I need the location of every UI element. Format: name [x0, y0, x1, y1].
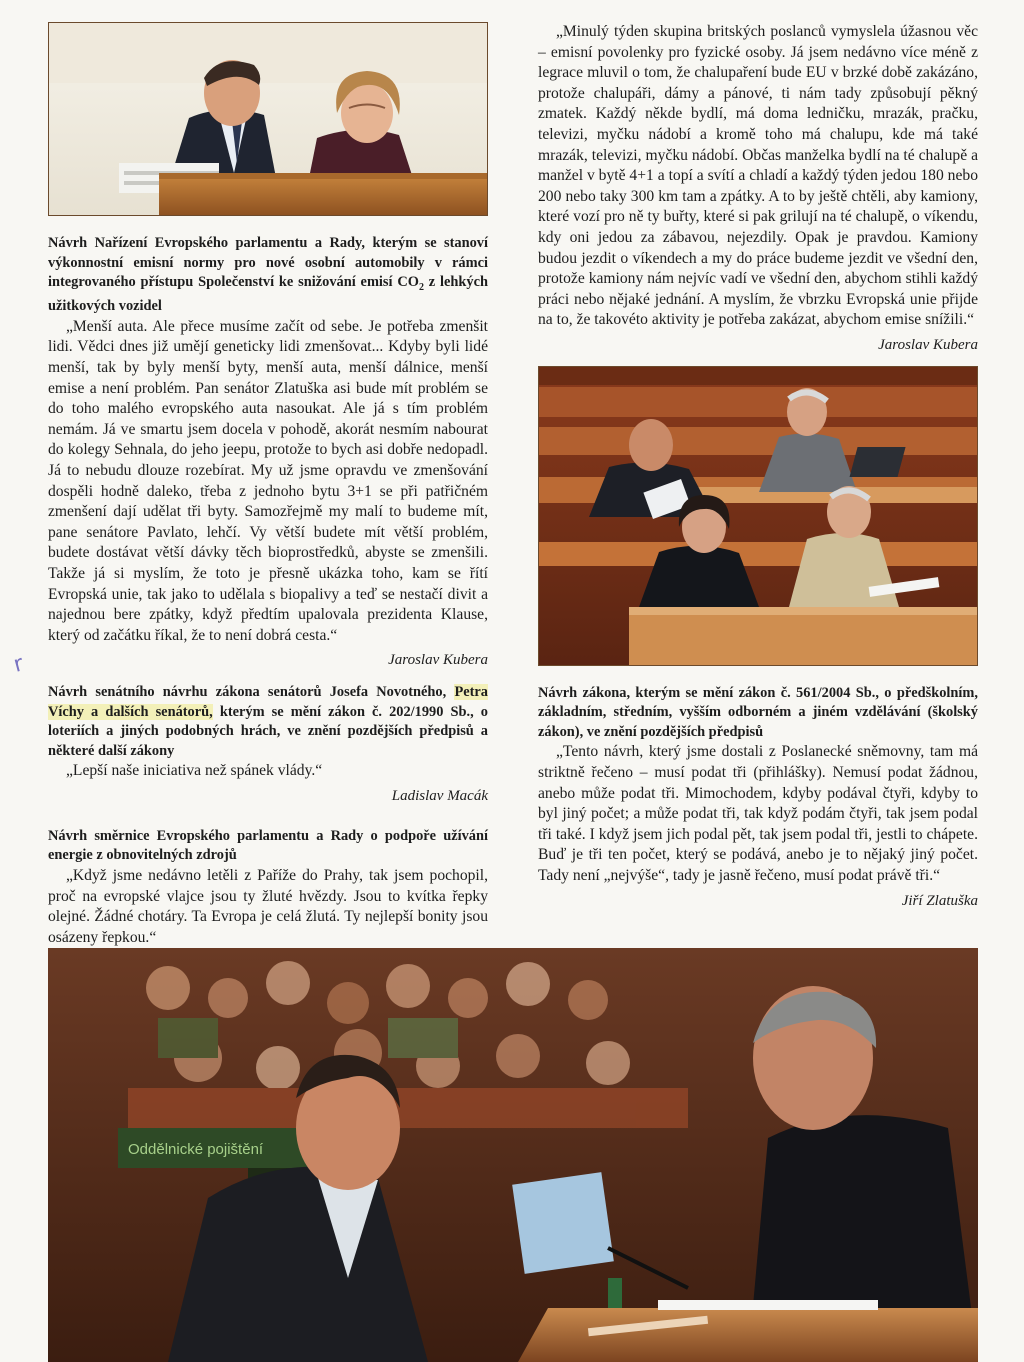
article1-heading-subscript: 2 — [418, 281, 424, 293]
article3-heading: Návrh směrnice Evropského parlamentu a Rady o podpoře užívání energie z obnovitelných zdrojů — [48, 827, 488, 864]
quote1-author: Jaroslav Kubera — [878, 336, 978, 353]
article1-body: „Menší auta. Ale přece musíme začít od sebe. Je potřeba zmenšit lidi. Vědci dnes již umějí geneticky lidi zmenšovat... Kdyby byli lidé menší, tak by byly menší byty, menší auta, menší dálnice, menší emise a není problém. Pan senátor Zlatuška asi bude mít problém se do toho malého evropského auta nasoukat. Ale já s tím problém nemám. Já ve smartu jsem docela v pohodě, akorát nesmím nabourat do kolegy Sehnala, do jeho jeepu, protože to bych asi dobře nedopadl. Já to nebudu dlouze rozebírat. My už jsme opravdu ve zmenšování dospěli hodně daleko, třeba z jednoho bytu 3+1 se při patřičném zmenšení dají udělat tři byty. Samozřejmě my malí to budeme mít, pane senátore Pavlato, lehčí. Vy větší budete mít větší problém, budete dostávat větší dávky těch bioprostředků, abyste se zmenšili. Takže já si myslím, že toto je přesně ukázka toho, kam se řítí Evropská unie, tak jako to udělala s biopalivy a teď se nestačí divit a najednou bere zpátky, když předtím upalovala prezidenta Klause, který od začátku říkal, že to není dobrá cesta.“ — [48, 317, 488, 644]
article1-author: Jaroslav Kubera — [388, 652, 488, 669]
article2-body: „Lepší naše iniciativa než spánek vlády.“ — [66, 762, 323, 780]
article2-heading-highlight2: Víchy a dalších senátorů, — [48, 703, 213, 720]
display-board-text: Oddělnické pojištění — [128, 1141, 264, 1158]
right-column — [538, 22, 978, 910]
quote1-body: „Minulý týden skupina britských poslanců vymyslela úžasnou věc – emisní povolenky pro fyzické osoby. Já jsem nedávno více méně z legrace mluvil o tom, že chalupaření bude EU v brzké době zakázáno, protože chalupáři, dámy a pánové, ti nám tady způsobují pěkný zmatek. Každý někde bydlí, má doma ledničku, mrazák, pračku, televizi, myčku nádobí a kromě toho má chalupu, kde má také mrazák, televizi, myčku nádobí. Občas manželka bydlí na té chalupě a manžel v bytě 4+1 a topí a svítí a chladí a každý týden jedou 180 nebo 200 nebo taky 300 km tam a zpátky. A to by ještě chtěli, aby kamiony, které vozí pro ně ty buřty, které si pak grilují na té chalupě, o víkendu, kdy oni jedou za zábavou, nejezdily. Opak je pravdou. Kamiony budou jezdit o víkendech a my do práce budeme jezdit ve všední den, protože kamiony nám nejvíc vadí ve všední den, abychom stihli každý práci nebo nějaké jednání. A myslím, že vbrzku Evropská unie přijde na to, že takovéto aktivity je potřeba zakázat, abychom emise snížili.“ — [538, 23, 978, 329]
photo-senate-hall — [538, 366, 978, 666]
article1-heading — [48, 234, 488, 317]
article4-author: Jiří Zlatuška — [901, 892, 978, 909]
article1-heading-end: z lehkých užitkových vozidel — [48, 274, 488, 315]
article2-heading-a: Návrh senátního návrhu zákona senátorů Josefa Novotného, — [48, 684, 455, 701]
photo-bottom-discussion-image — [48, 948, 978, 1362]
article1-heading-main: Návrh Nařízení Evropského parlamentu a Rady, kterým se stanoví výkonnostní emisní normy pro nové osobní automobily v rámci integrovaného přístupu Společenství ke snižování emisí CO — [48, 235, 488, 290]
photo-two-senators — [48, 22, 488, 216]
article4-body: „Tento návrh, který jsme dostali z Poslanecké sněmovny, tam má striktně řečeno – musí podat tři (přihlášky). Nemusí podat žádnou, anebo může podat tři. Mimochodem, kdyby podával čtyři, kdyby to byl jiný počet; a může podat tři, tak když podám čtyři, tak jsem podal tři také. I když jsem jich podal pět, tak jsem podal tři, jestli to chápete. Buď je tři ten počet, který se podává, anebo je to nějaký jiný počet. Tady není „nejvýše“, tady je jasně řečeno, musí podat právě tři.“ — [538, 743, 978, 884]
article2-heading — [48, 683, 488, 761]
article2-author: Ladislav Macák — [391, 787, 488, 804]
article2-heading-b: kterým se mění zákon č. 202/1990 Sb., o loteriích a jiných podobných hrách, ve znění pozdějších předpisů a některé další zákony — [48, 703, 488, 759]
article4-heading: Návrh zákona, kterým se mění zákon č. 561/2004 Sb., o předškolním, základním, středním, vyšším odborném a jiném vzdělávání (školský zákon), ve znění pozdějších předpisů — [538, 684, 978, 740]
photo-senate-hall-image — [539, 367, 977, 665]
photo-bottom-discussion — [48, 948, 978, 1362]
article3-body: „Když jsme nedávno letěli z Paříže do Prahy, tak jsem pochopil, proč na evropské vlajce jsou ty žluté hvězdy. Jsou to kvítka řepky olejné. Žádné chotáry. Ta Evropa je celá žlutá. Ty nejlepší bonity jsou osázeny řepkou.“ — [48, 866, 488, 946]
photo-two-senators-image — [49, 23, 487, 215]
pen-annotation-mark: r — [10, 651, 27, 678]
article2-heading-highlight1: Petra — [454, 684, 488, 701]
left-column — [48, 22, 488, 948]
